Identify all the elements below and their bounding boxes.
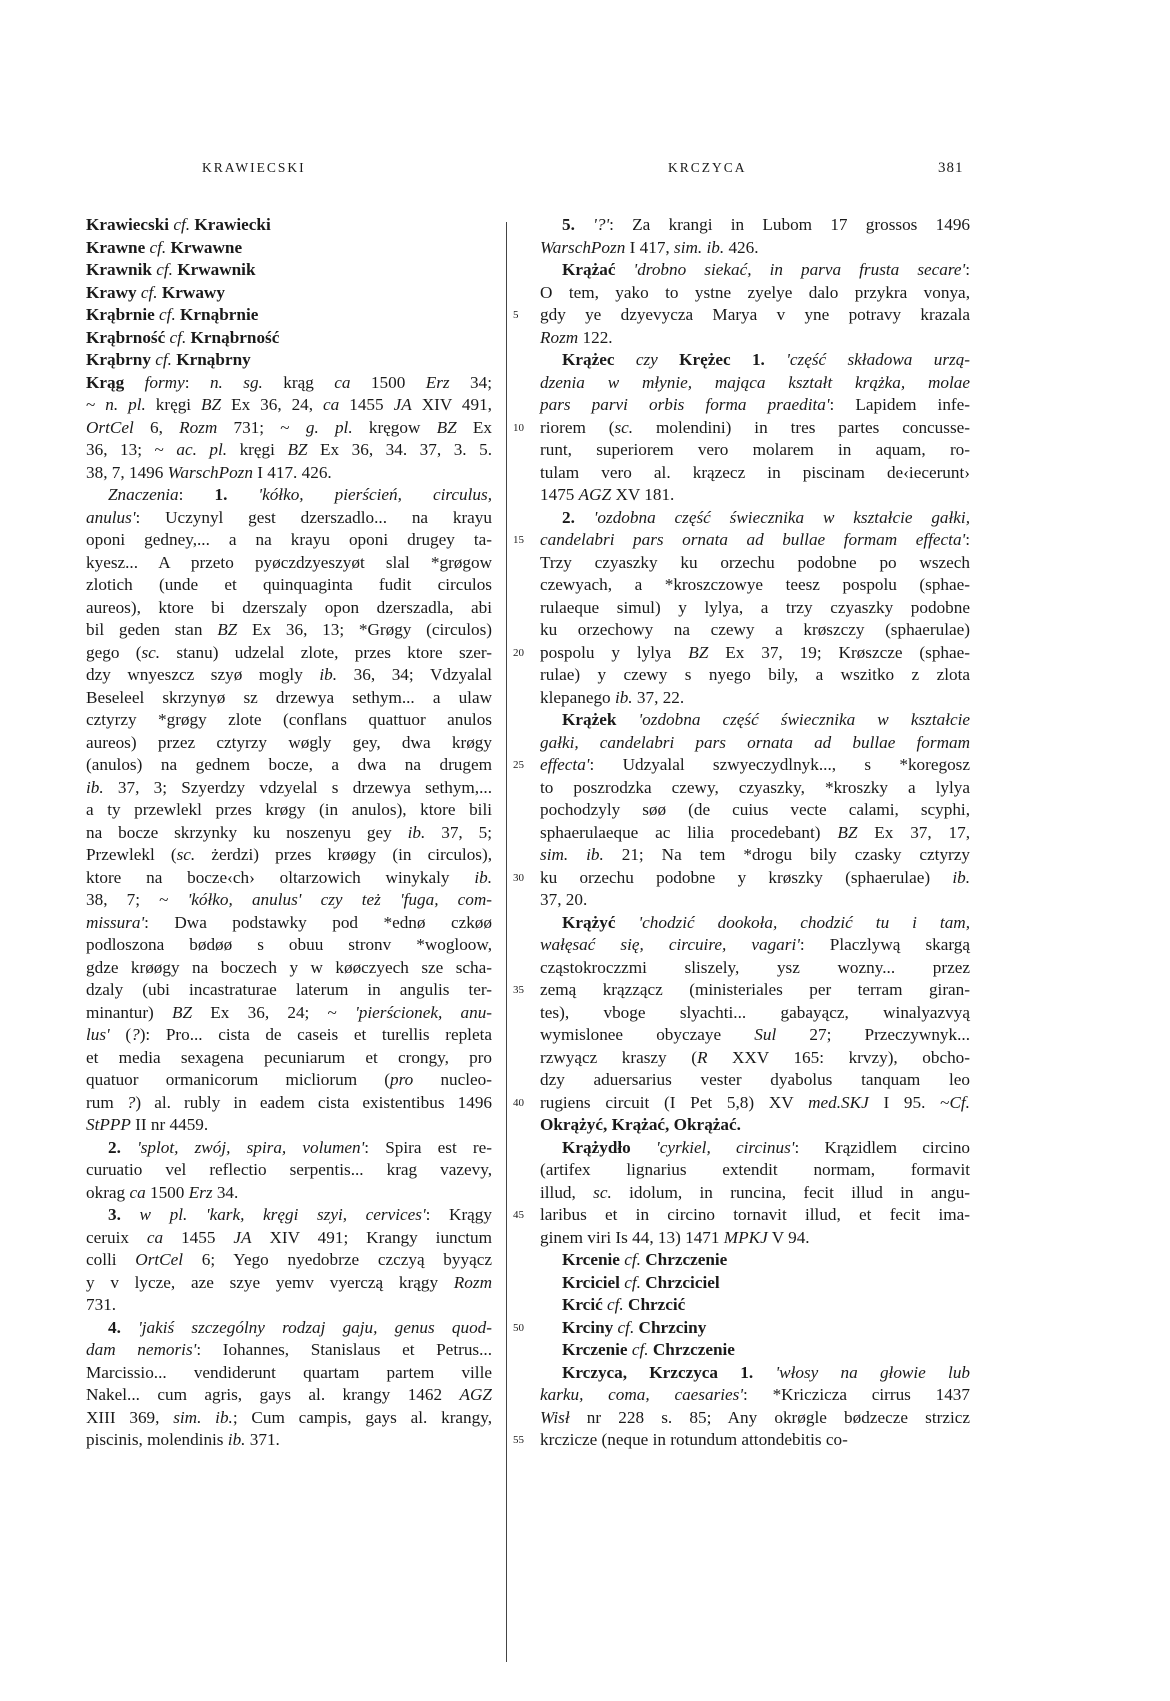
left-line: 38, 7, 1496 WarschPozn I 417. 426. [86, 462, 332, 482]
right-column [540, 214, 970, 1452]
left-line: StPPP II nr 4459. [86, 1115, 209, 1134]
right-line: Okrążyć, Krążać, Okrążać. [540, 1115, 741, 1134]
right-line: sim. ib. 21; Na tem *drogu bily czasky cztyrzy [540, 845, 970, 864]
left-line: 3. w pl. 'kark, kręgi szyi, cervices': Krągy [108, 1205, 492, 1224]
left-line: cztyrzy *grøgy zlote (conflans quattuor anulos [86, 710, 492, 729]
right-line: zemą krązzącz (ministeriales per terram giran- [540, 980, 970, 999]
right-line: 2. 'ozdobna część świecznika w kształcie gałki, [562, 507, 970, 527]
right-line: tulam vero al. krązecz in piscinam de‹iecerunt› [540, 462, 970, 482]
left-line: (anulos) na gednem bocze, a dwa na drugem [86, 755, 492, 774]
left-line: dam nemoris': Iohannes, Stanislaus et Petrus... [86, 1340, 492, 1359]
right-line: wałęsać się, circuire, vagari': Placzlywą skargą [540, 935, 970, 954]
left-line: kyesz... A przeto pyøczdzyeszyøt slal *grøgow [86, 552, 492, 572]
right-line: rulaeque simul) y lylya, a trzy czyaszky podobne [540, 597, 970, 617]
right-line: rzwyącz kraszy (R XXV 165: krvzy), obcho- [540, 1047, 970, 1067]
right-line: 5. '?': Za krangi in Lubom 17 grossos 1496 [562, 215, 971, 234]
running-head-left: KRAWIECSKI [202, 160, 306, 175]
right-line: rulae) y czewy s nyego bily, a wszitko z zlota [540, 665, 970, 684]
left-line: 2. 'splot, zwój, spira, volumen': Spira est re- [108, 1137, 492, 1157]
left-line: Marcissio... vendiderunt quartam partem ville [86, 1362, 492, 1382]
right-line: runt, superiorem vero molarem in aquam, ro- [540, 440, 970, 459]
right-line: riorem (sc. molendini) in tres partes concusse- [540, 417, 970, 437]
right-line: pochodzyly søø (de cuius vecte calami, scyphi, [540, 800, 970, 819]
right-line: 1475 AGZ XV 181. [540, 485, 675, 504]
left-line: 4. 'jakiś szczególny rodzaj gaju, genus quod- [108, 1317, 492, 1337]
right-line: dzy aduersarius vester dyabolus tanquam leo [540, 1070, 970, 1089]
line-number: 55 [513, 1434, 524, 1446]
left-line: minantur) BZ Ex 36, 24; ~ 'pierścionek, anu- [86, 1002, 493, 1022]
right-line: illud, sc. idolum, in runcina, fecit illud in angu- [540, 1182, 971, 1202]
left-line: Krawiecski cf. Krawiecki [86, 215, 271, 234]
left-line: gego (sc. stanu) udzelal zlote, przes ktore szer- [86, 642, 493, 662]
left-line: zlotich (unde et quinquaginta fudit circulos [86, 575, 492, 594]
left-line: a ty przewlekl przes krøgy (in anulos), ktore bili [86, 800, 492, 819]
left-line: Krąbrny cf. Krnąbrny [86, 350, 251, 369]
left-line: ktore na bocze‹ch› oltarzowich winykaly ib. [86, 867, 492, 887]
right-line: laribus et in circino tornavit illud, et fecit ima- [540, 1205, 970, 1224]
left-line: dzaly (ubi incastraturae laterum in angulis ter- [86, 980, 492, 999]
right-line: ginem viri Is 44, 13) 1471 MPKJ V 94. [540, 1227, 810, 1247]
right-line: Trzy czyaszky ku orzechu podobne po wszech [540, 552, 970, 572]
right-line: Rozm 122. [540, 327, 613, 347]
left-line: Przewlekl (sc. żerdzi) przes krøøgy (in circulos), [86, 845, 492, 864]
line-number: 30 [513, 871, 524, 884]
right-line: 37, 20. [540, 890, 588, 909]
right-line: Wisł nr 228 s. 85; Any okrøgle bødzecze strzicz [540, 1407, 970, 1427]
right-line: ku orzechowy na czewy a krøszczy (sphaerulae) [540, 620, 970, 639]
left-line: Krawnik cf. Krwawnik [86, 260, 256, 279]
right-line: O tem, yako to ystne zyelye dalo przykra vonya, [540, 282, 970, 302]
column-rule [506, 222, 507, 1662]
right-line: klepanego ib. 37, 22. [540, 687, 685, 707]
right-line: Krążek 'ozdobna część świecznika w kształcie [562, 710, 970, 729]
left-line: Krawy cf. Krwawy [86, 282, 225, 302]
left-line: XIII 369, sim. ib.; Cum campis, gays al. krangy, [86, 1407, 493, 1427]
right-line: Krczenie cf. Chrzczenie [562, 1340, 735, 1359]
right-line: gałki, candelabri pars ornata ad bullae formam [540, 732, 970, 752]
right-line: Krążec czy Krężec 1. 'część składowa urzą- [562, 350, 971, 369]
right-line: candelabri pars ornata ad bullae formam effecta': [540, 530, 970, 549]
left-line: Znaczenia: 1. 'kółko, pierścień, circulus, [108, 485, 492, 504]
right-line: Krczyca, Krzczyca 1. 'włosy na głowie lub [562, 1362, 971, 1382]
right-line: gdy ye dzyevycza Marya v yne potravy krazala [540, 305, 970, 324]
left-line: gdze krøøgy na boczech y w køøczyech sze scha- [86, 957, 492, 977]
line-number: 20 [513, 646, 524, 659]
right-line: tes), vboge slyachti... gabayącz, winalyazvyą [540, 1002, 970, 1022]
line-number: 5 [513, 309, 519, 321]
left-line: Nakel... cum agris, gays al. krangy 1462 AGZ [86, 1385, 492, 1404]
left-line: okrag ca 1500 Erz 34. [86, 1182, 239, 1202]
right-line: karku, coma, caesaries': *Kriczicza cirrus 1437 [540, 1385, 970, 1404]
right-line: krczicze (neque in rotundum attondebitis co- [540, 1430, 848, 1449]
right-line: Krcić cf. Chrzcić [562, 1295, 686, 1314]
right-line: ku orzechu podobne y krøszky (sphaerulae) ib. [540, 867, 970, 887]
right-line: pars parvi orbis forma praedita': Lapidem infe- [540, 395, 970, 414]
left-line: Krąg formy: n. sg. krąg ca 1500 Erz 34; [86, 372, 492, 392]
left-line: anulus': Uczynyl gest dzerszadlo... na krayu [86, 507, 492, 527]
right-line: czewyach, a *kroszczowye teesz pospolu (sphae- [540, 575, 970, 594]
left-line: quatuor ormanicorum micliorum (pro nucleo- [86, 1070, 492, 1089]
left-line: y v lycze, aze szye yemv vyerczą krągy Rozm [86, 1272, 492, 1292]
left-line: OrtCel 6, Rozm 731; ~ g. pl. kręgow BZ Ex [86, 417, 493, 437]
right-line: Krciny cf. Chrzciny [562, 1317, 707, 1337]
line-number: 40 [513, 1096, 524, 1109]
left-line: et media sexagena pecuniarum et crongy, pro [86, 1047, 492, 1067]
left-line: missura': Dwa podstawky pod *ednø czkøø [86, 912, 492, 932]
right-line: to poszrodzka czewy, czyaszky, *kroszky a lylya [540, 777, 970, 797]
right-line: effecta': Udzyalal szwyeczydlnyk..., s *koregosz [540, 755, 970, 774]
left-line: oponi gedney,... a na krayu oponi drugey ta- [86, 530, 492, 549]
right-line: Krążać 'drobno siekać, in parva frusta secare': [562, 260, 970, 279]
right-line: WarschPozn I 417, sim. ib. 426. [540, 237, 759, 257]
right-line: Krcenie cf. Chrzczenie [562, 1250, 728, 1269]
left-line: curuatio vel reflectio serpentis... krag vazevy, [86, 1160, 492, 1179]
right-line: Krciciel cf. Chrzciciel [562, 1272, 720, 1292]
line-number: 15 [513, 534, 524, 546]
left-line: na bocze skrzynky ku noszenyu gey ib. 37, 5; [86, 822, 492, 842]
right-line: sphaerulaeque ac lilia procedebant) BZ Ex 37, 17, [540, 822, 971, 842]
left-line: lus' (?): Pro... cista de caseis et turellis repleta [86, 1025, 492, 1044]
right-line: (artifex lignarius extendit normam, formavit [540, 1160, 970, 1179]
left-line: dzy wnyeszcz szyø mogly ib. 36, 34; Vdzyalal [86, 665, 492, 684]
line-number: 45 [513, 1209, 524, 1221]
left-line: Krąbrność cf. Krnąbrność [86, 327, 280, 347]
page-number: 381 [938, 160, 964, 176]
left-line: Krąbrnie cf. Krnąbrnie [86, 305, 259, 324]
left-line: Beseleel skrzynyø sz drzewya sethym... a ulaw [86, 687, 492, 707]
line-number: 10 [513, 421, 524, 434]
running-head-right: KRCZYCA [668, 160, 747, 175]
line-number: 50 [513, 1321, 524, 1334]
left-line: rum ?) al. rubly in eadem cista existentibus 1496 [86, 1092, 493, 1112]
left-line: piscinis, molendinis ib. 371. [86, 1430, 280, 1449]
right-line: rugiens circuit (I Pet 5,8) XV med.SKJ I 95. ~Cf. [540, 1092, 970, 1112]
left-line: podloszona bødøø s obuu stronv *wogloow, [86, 935, 492, 954]
right-line: dzenia w młynie, mająca kształt krążka, molae [540, 372, 970, 392]
line-number: 35 [513, 984, 524, 996]
left-line: ib. 37, 3; Szyerdzy vdzyelal s drzewya sethym,... [86, 777, 492, 797]
left-line: ceruix ca 1455 JA XIV 491; Krangy iunctum [86, 1227, 493, 1247]
right-line: cząstokroczzmi sliszely, ysz wozny... przez [540, 957, 970, 977]
right-line: pospolu y lylya BZ Ex 37, 19; Krøszcze (sphae- [540, 642, 970, 662]
left-column [86, 214, 492, 1452]
left-line: ~ n. pl. kręgi BZ Ex 36, 24, ca 1455 JA XIV 491, [86, 395, 492, 414]
left-line: bil geden stan BZ Ex 36, 13; *Grøgy (circulos) [86, 620, 493, 639]
left-line: aureos), ktore bi dzerszaly opon dzerszadla, abi [86, 597, 492, 617]
left-line: Krawne cf. Krwawne [86, 237, 243, 257]
line-number: 25 [513, 759, 524, 771]
right-line: wymislonee obyczaye Sul 27; Przeczywnyk... [540, 1025, 970, 1044]
right-line: Krążyć 'chodzić dookoła, chodzić tu i tam, [562, 912, 970, 932]
left-line: 731. [86, 1295, 117, 1314]
left-line: colli OrtCel 6; Yego nyedobrze czczyą byyącz [86, 1250, 492, 1269]
left-line: 38, 7; ~ 'kółko, anulus' czy też 'fuga, com- [86, 890, 492, 909]
left-line: 36, 13; ~ ac. pl. kręgi BZ Ex 36, 34. 37, 3. 5. [86, 440, 492, 459]
left-line: aureos) przez cztyrzy wøgly gey, dwa krøgy [86, 732, 492, 752]
right-line: Krążydło 'cyrkiel, circinus': Krązidlem circino [562, 1137, 971, 1157]
